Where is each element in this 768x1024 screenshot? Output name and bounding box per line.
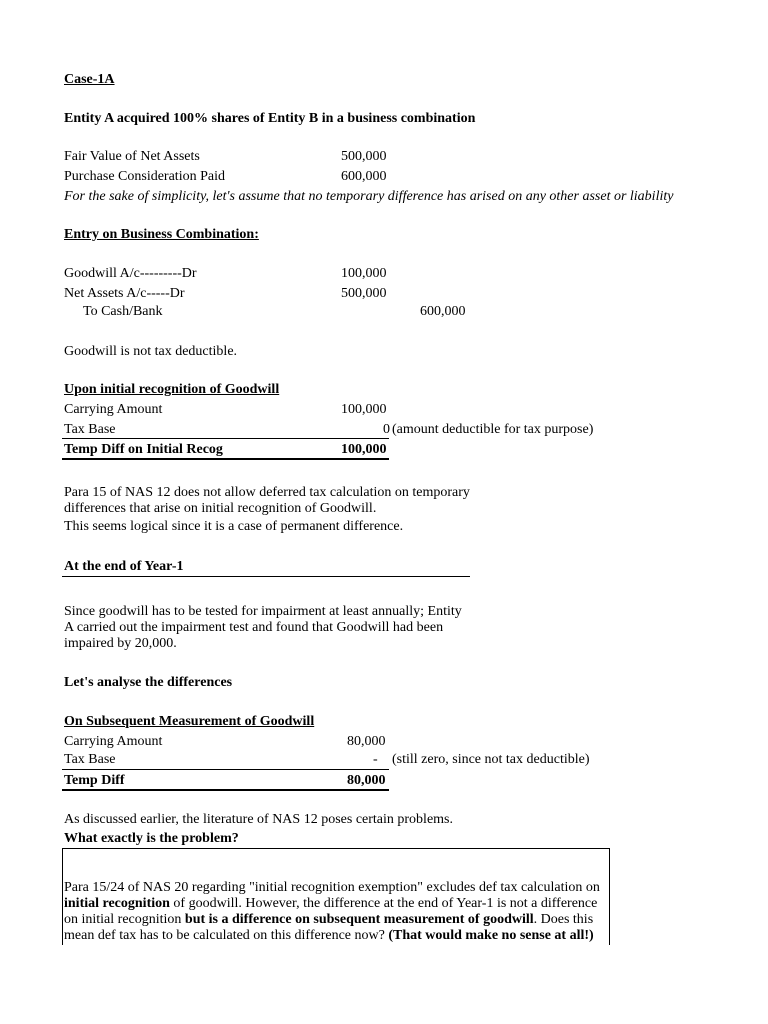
- impairment-text: Since goodwill has to be tested for impairment at least annually; Entity A carried out the impairment test and found that Goodwill had been impaired by 20,000.: [64, 604, 462, 651]
- subsequent-taxbase-note: (still zero, since not tax deductible): [392, 752, 590, 767]
- initial-taxbase-value: 0: [383, 422, 390, 437]
- problem-text-part: of goodwill. However, the difference at the end of Year-1 is not a difference on initial recognition: [64, 896, 598, 927]
- divider: [62, 438, 389, 439]
- subsequent-carrying-value: 80,000: [347, 734, 386, 749]
- initial-taxbase-label: Tax Base: [64, 422, 116, 437]
- fact-value-fair-value: 500,000: [341, 149, 387, 164]
- problem-text-emphasis: initial recognition: [64, 896, 170, 911]
- fact-label-fair-value: Fair Value of Net Assets: [64, 149, 200, 164]
- year1-heading: At the end of Year-1: [64, 559, 184, 574]
- initial-carrying-label: Carrying Amount: [64, 402, 163, 417]
- problem-heading: What exactly is the problem?: [64, 831, 239, 846]
- problem-text-emphasis: but is a difference on subsequent measurement of goodwill: [184, 912, 534, 927]
- problem-text-emphasis: (That would make no sense at all!): [388, 928, 594, 943]
- subsequent-diff-label: Temp Diff: [64, 773, 125, 788]
- logic-note: This seems logical since it is a case of permanent difference.: [64, 519, 404, 534]
- subsequent-diff-value: 80,000: [347, 773, 386, 788]
- initial-carrying-value: 100,000: [341, 402, 387, 417]
- subsequent-carrying-label: Carrying Amount: [64, 734, 163, 749]
- initial-taxbase-note: (amount deductible for tax purpose): [392, 422, 594, 437]
- fact-label-consideration: Purchase Consideration Paid: [64, 169, 225, 184]
- initial-heading: Upon initial recognition of Goodwill: [64, 382, 280, 397]
- divider: [62, 458, 389, 460]
- subsequent-taxbase-label: Tax Base: [64, 752, 116, 767]
- entry-heading: Entry on Business Combination:: [64, 227, 259, 242]
- problem-paragraph: [64, 880, 604, 944]
- problem-text-part: Para 15/24 of NAS 20 regarding "initial recognition exemption" excludes def tax calculation on: [64, 880, 600, 895]
- assumption-note: For the sake of simplicity, let's assume that no temporary difference has arised on any other asset or liability: [64, 189, 674, 204]
- subsequent-heading: On Subsequent Measurement of Goodwill: [64, 714, 315, 729]
- divider: [62, 789, 389, 791]
- para15-text: Para 15 of NAS 12 does not allow deferred tax calculation on temporary differences that arise on initial recognition of Goodwill.: [64, 485, 470, 516]
- discussion-text: As discussed earlier, the literature of NAS 12 poses certain problems.: [64, 812, 453, 827]
- analyse-heading: Let's analyse the differences: [64, 675, 233, 690]
- entry-credit-cash: 600,000: [420, 304, 466, 319]
- initial-diff-label: Temp Diff on Initial Recog: [64, 442, 223, 457]
- case-title: Case-1A: [64, 72, 115, 87]
- entry-debit-goodwill: 100,000: [341, 266, 387, 281]
- problem-text-part: . Does this mean def tax has to be calculated on this difference now?: [64, 912, 594, 943]
- divider: [62, 769, 389, 770]
- divider: [62, 576, 470, 577]
- subsequent-taxbase-value: -: [373, 752, 378, 767]
- entry-label-cash: To Cash/Bank: [83, 304, 163, 319]
- entry-label-net-assets: Net Assets A/c-----Dr: [64, 286, 185, 301]
- fact-value-consideration: 600,000: [341, 169, 387, 184]
- intro-heading: Entity A acquired 100% shares of Entity B in a business combination: [64, 111, 476, 126]
- entry-debit-net-assets: 500,000: [341, 286, 387, 301]
- entry-label-goodwill: Goodwill A/c---------Dr: [64, 266, 197, 281]
- goodwill-note: Goodwill is not tax deductible.: [64, 344, 238, 359]
- initial-diff-value: 100,000: [341, 442, 387, 457]
